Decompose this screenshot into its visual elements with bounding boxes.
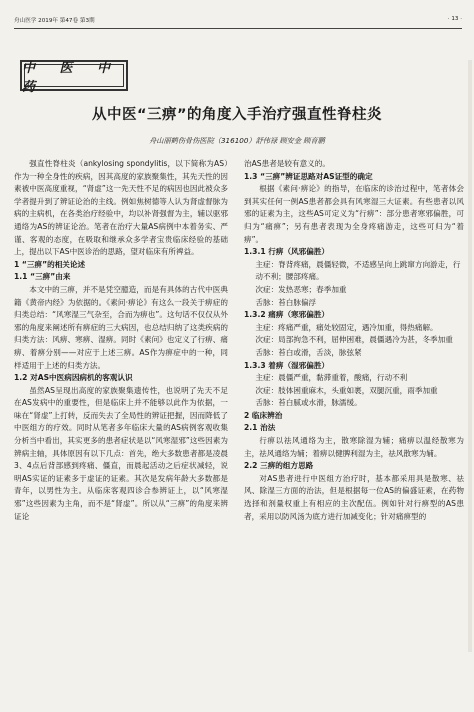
paragraph: 主症：晨僵严重，黏滞重着，酸痛，行动不利 bbox=[255, 373, 408, 383]
paragraph: 主症：疼痛严重，痛处较固定，遇冷加重，得热痛解。 bbox=[255, 322, 438, 332]
section-heading: 1.3.3 着痹（湿邪偏胜） bbox=[244, 360, 330, 370]
page-number: · 13 · bbox=[447, 16, 462, 22]
section-heading: 1.3 “三痹”辨证思路对AS证型的确定 bbox=[244, 171, 373, 181]
section-heading: 2.2 三痹的组方思路 bbox=[244, 461, 314, 471]
paragraph: 舌脉：苔白或滑，舌淡，脉弦紧 bbox=[255, 347, 362, 357]
section-heading: 1.3.2 痛痹（寒邪偏胜） bbox=[244, 310, 330, 320]
paragraph: 虽然AS呈现出高度的家族聚集遗传性，也说明了先天不足在AS发病中的重要性，但是临床上并不能够以此作为依据，一味在“肾虚”上打转，反而失去了全局性的辨证把握，因而降低了中医组方的疗效。同时从笔者多年临床大量的AS病例客观收集分析当中看出，其实更多的患者症状是以“风寒湿邪”这些因素为辨病主轴，具体原因有以下几点：首先，绝大多数患者都是凌晨3、4点后背部感到疼痛、僵直，而晨起活动之后症状减轻，说明AS实证的证素多于虚证的证素。其次是发病年龄大多数都是青年，以男性为主。从临床客观四诊合参辨证上，以“风寒湿邪”这些因素为主角，而不是“肾虚”。所以从“三痹”的角度来辨证论 bbox=[14, 385, 228, 521]
section-heading: 1.2 对AS中医病因病机的客观认识 bbox=[14, 373, 133, 383]
header-rule bbox=[14, 28, 462, 29]
paragraph: 次症：发热恶寒；春季加重 bbox=[255, 284, 347, 294]
section-heading: 2.1 治法 bbox=[244, 423, 276, 433]
paragraph: 本文中的三痹，并不是凭空臆造，而是有具体的古代中医典籍《黄帝内经》为依据的。《素问·痹论》有这么一段关于痹症的归类总结：“风寒湿三气杂至，合而为痹也”。这句话不仅仅从外邪的角度来阐述所有痹症的三大病因，也总结归纳了这类疾病的归类方法：风痹、寒痹、湿痹。同时《素问》也定义了行痹、痛痹、着痹分别——对应于上述三痹。AS作为痹症中的一种，同样适用于上述的归类方法。 bbox=[14, 284, 228, 370]
paragraph: 舌脉：苔白腻或水滑，脉濡缓。 bbox=[255, 398, 362, 408]
paragraph: 次症：肢体困重麻木，头重如裹，双腿沉重，雨季加重 bbox=[255, 385, 438, 395]
journal-info: 舟山医学 2019年 第47卷 第3期 bbox=[14, 18, 95, 24]
paragraph: 对AS患者进行中医组方治疗时，基本都采用具是散寒、祛风、除湿三方面的治法，但是根据每一位AS的偏盛证素，在药物选择和剂量权重上有相应的主次配伍。例如针对行痹型的AS患者，采用以防风汤为底方进行加减变化；针对痛痹型的 bbox=[244, 473, 464, 521]
paragraph: 治AS患者是较有意义的。 bbox=[244, 159, 330, 168]
section-heading: 1.1 “三痹”由来 bbox=[14, 272, 71, 282]
page-edge bbox=[468, 60, 472, 652]
page-header bbox=[14, 14, 462, 28]
paragraph: 主症：脊背疼痛，晨僵轻微，不适感呈向上跳窜方向游走，行动不利；腰部疼痛。 bbox=[255, 259, 461, 282]
paragraph: 强直性脊柱炎（ankylosing spondylitis，以下简称为AS）作为一种全身性的疾病，因其高度的家族聚集性，其先天性的因素被中医高度重视，“肾虚”这一先天性不足的病因也因此被众多学者提升到了辨证论治的主线。例如焦树德等人认为肾虚督脉为病的主病机，在各类治疗经验中，均以补肾强督为主，辅以驱邪通络为AS的辨证论治。笔者在治疗大量AS病例中本着务实、严谨、客观的态度，在吸取和继承众多学者宝贵临床经验的基础上，提出以下AS中医诊治的思路，望对临床有所裨益。 bbox=[14, 159, 228, 257]
section-box bbox=[20, 60, 128, 95]
section-heading: 1 “三痹”的相关论述 bbox=[14, 259, 86, 269]
article-authors: 舟山丽鹤伤骨伤医院（316100）舒伟禄 顾安金 顾育鹏 bbox=[149, 136, 325, 145]
paragraph: 次症：局部拘急不利，屈伸困难，晨僵遇冷为甚，冬季加重 bbox=[255, 335, 453, 345]
paragraph: 行痹以祛风通络为主，散寒除湿为辅；痛痹以温经散寒为主，祛风通络为辅；着痹以健脾利湿为主，祛风散寒为辅。 bbox=[244, 436, 464, 458]
section-heading: 1.3.1 行痹（风邪偏胜） bbox=[244, 247, 330, 257]
right-column bbox=[244, 158, 464, 523]
paragraph: 根据《素问·痹论》的指导，在临床的诊治过程中，笔者体会到其实任何一例AS患者都会具有风寒湿三大证素。有些患者以风邪的证素为主，这些AS可定义为“行痹”：部分患者寒邪偏胜，可归为“痛痹”；另有患者表现为全身疼痛游走，这些可归为“着痹”。 bbox=[244, 184, 464, 244]
section-label: 中 医 中 药 bbox=[22, 60, 121, 95]
article-title: 从中医“三痹”的角度入手治疗强直性脊柱炎 bbox=[91, 107, 383, 123]
section-heading: 2 临床辨治 bbox=[244, 410, 283, 420]
paragraph: 舌脉：苔白脉偏浮 bbox=[255, 297, 317, 307]
left-column bbox=[14, 158, 228, 523]
